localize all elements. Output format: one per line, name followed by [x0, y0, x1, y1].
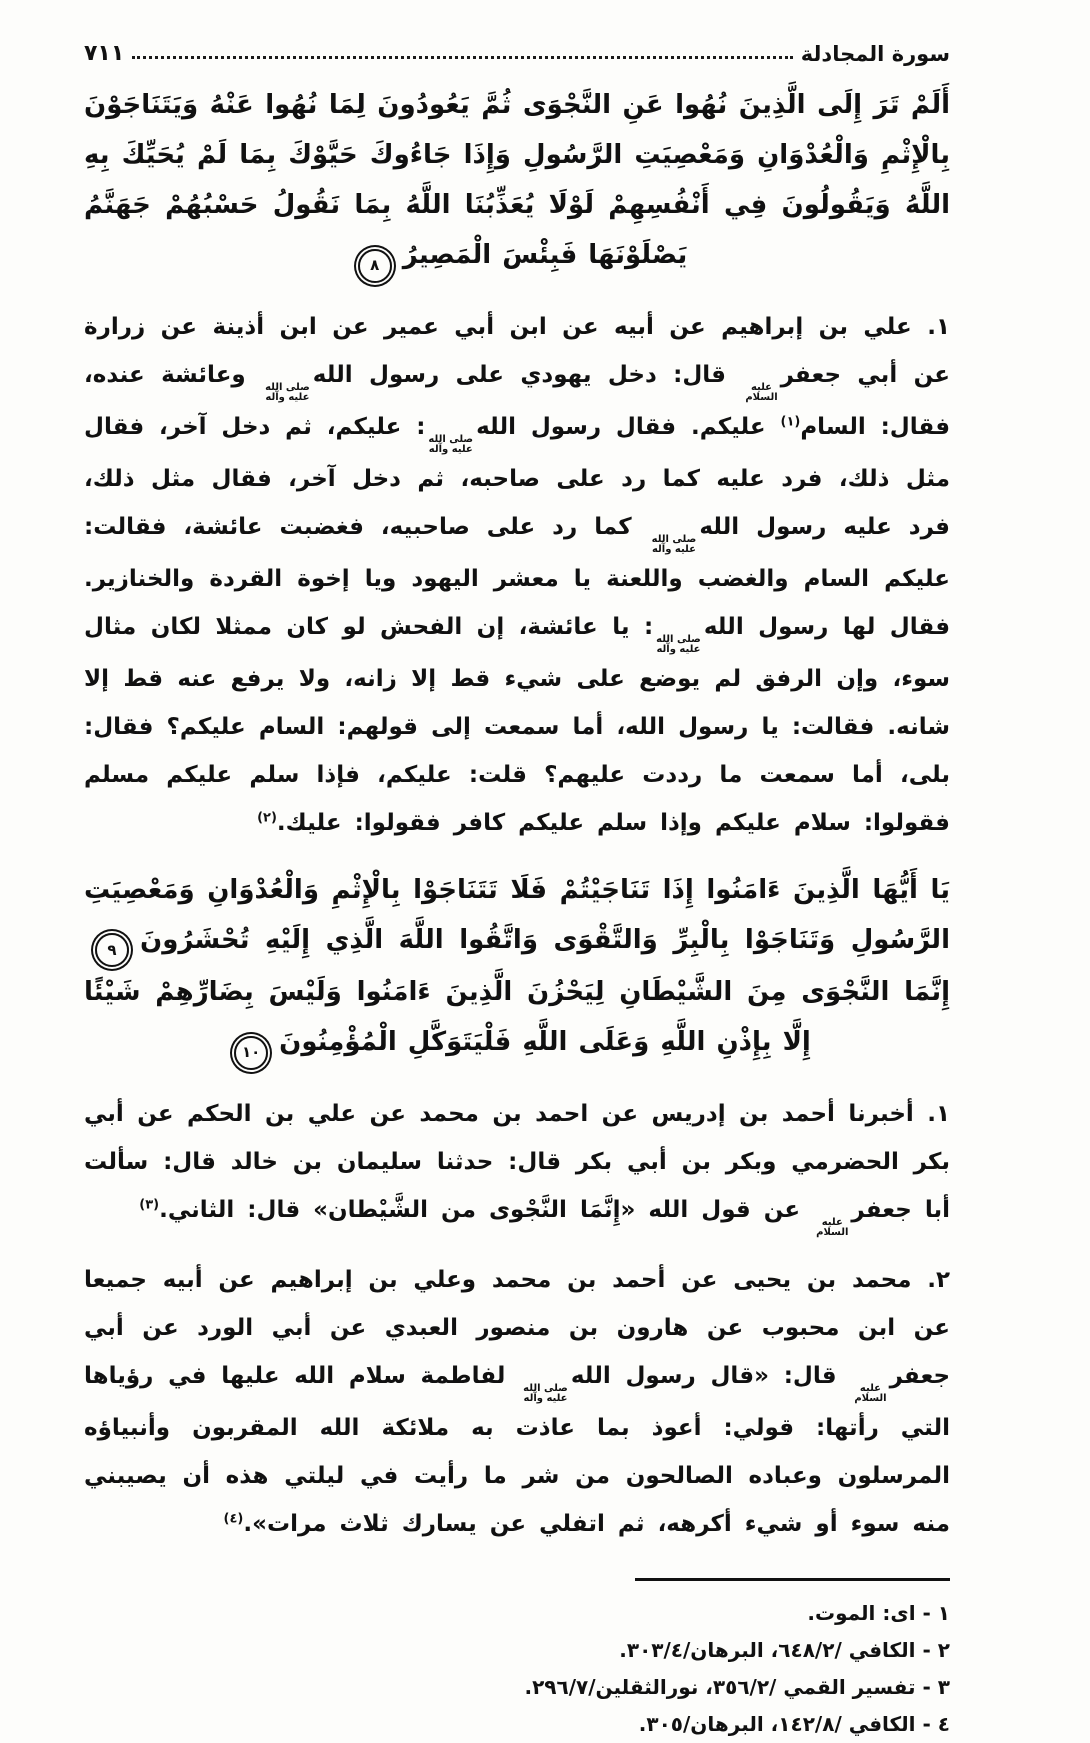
- dotted-leader: [132, 56, 793, 59]
- hadith-paragraph-3: [84, 1256, 950, 1548]
- hadith-paragraph-1: [84, 303, 950, 847]
- honorific-line: عليه وآله: [656, 643, 701, 655]
- footnote-separator: [635, 1578, 950, 1581]
- text-run: ٢. محمد بن يحيى عن أحمد بن محمد وعلي بن إبراهيم عن أبيه جميعا عن ابن محبوب عن هارون بن منصور العبدي عن أبي الورد عن أبي جعفر: [84, 1266, 951, 1389]
- footnote-ref: (٤): [223, 1510, 244, 1526]
- honorific-mark: [523, 1384, 568, 1404]
- honorific-line: السلام: [854, 1392, 887, 1404]
- honorific-mark: [428, 435, 473, 455]
- footnote-item: ٣ - تفسير القمي /٣٥٦/٢، نورالثقلين/٢٩٦/٧.: [524, 1674, 950, 1699]
- footnote-item: ٢ - الكافي /٦٤٨/٢، البرهان/٣٠٣/٤.: [619, 1637, 950, 1662]
- honorific-line: صلى الله: [656, 633, 701, 645]
- honorific-line: عليه وآله: [523, 1392, 568, 1404]
- footnote-item: ١ - اى: الموت.: [807, 1600, 950, 1625]
- page-header: [84, 30, 950, 66]
- honorific-line: صلى الله: [523, 1382, 568, 1394]
- honorific-mark: [656, 635, 701, 655]
- text-run: أَلَمْ تَرَ إِلَى الَّذِينَ نُهُوا عَنِ النَّجْوَى ثُمَّ يَعُودُونَ لِمَا نُهُوا عَنْهُ وَيَتَنَاجَوْنَ بِالْإِثْمِ وَالْعُدْوَانِ وَمَعْصِيَتِ الرَّسُولِ وَإِذَا جَاءُوكَ حَيَّوْكَ بِمَا لَمْ يُحَيِّكَ بِهِ اللَّهُ وَيَقُولُونَ فِي أَنْفُسِهِمْ لَوْلَا يُعَذِّبُنَا اللَّهُ بِمَا نَقُولُ حَسْبُهُمْ جَهَنَّمُ يَصْلَوْنَهَا فَبِئْسَ الْمَصِيرُ: [84, 90, 950, 270]
- honorific-line: السلام: [745, 391, 778, 403]
- text-run: قال: «قال رسول الله: [570, 1362, 852, 1389]
- ayah-number-badge: ٩: [95, 933, 129, 967]
- honorific-line: عليه: [750, 381, 773, 393]
- honorific-mark: [816, 1218, 848, 1238]
- text-run: ١. علي بن إبراهيم عن أبيه عن ابن أبي عمير عن ابن أذينة عن زرارة عن أبي جعفر: [84, 313, 950, 388]
- honorific-line: صلى الله: [265, 381, 310, 393]
- honorific-mark: [745, 383, 777, 403]
- ayah-number-badge: ٨: [358, 249, 392, 283]
- quran-verses-9-10-block: [84, 865, 950, 1070]
- text-run: عن قول الله «إِنَّمَا النَّجْوى من الشَّيْطان» قال: الثاني.: [159, 1196, 814, 1223]
- text-run: لفاطمة سلام الله عليها في رؤياها التي رأتها: قولي: أعوذ بما عاذت به ملائكة الله المقربون وأنبياؤه المرسلون وعباده الصالحون من شر ما رأيت في ليلتي هذه أن يصيبني منه سوء أو شيء أكرهه، ثم اتفلي عن يسارك ثلاث مرات».: [84, 1362, 950, 1537]
- honorific-line: صلى الله: [428, 433, 474, 445]
- text-run: : يا عائشة، إن الفحش لو كان ممثلا لكان مثال سوء، وإن الرفق لم يوضع على شيء قط إلا زانه، ولا يرفع عنه قط إلا شانه. فقالت: يا رسول الله، أما سمعت إلى قولهم: السام عليكم؟ فقال: بلى، أما سمعت ما رددت عليهم؟ قلت: عليكم، فإذا سلم عليكم مسلم فقولوا: سلام عليكم وإذا سلم عليكم كافر فقولوا: عليك.: [84, 613, 950, 836]
- text-run: قال: دخل يهودي على رسول الله: [312, 361, 743, 388]
- footnote-list: [84, 1595, 950, 1743]
- text-run: ١. أخبرنا أحمد بن إدريس عن احمد بن محمد عن علي بن الحكم عن أبي بكر الحضرمي وبكر بن أبي بكر قال: حدثنا سليمان بن خالد قال: سألت أبا جعفر: [84, 1100, 950, 1223]
- footnote-ref: (١): [780, 413, 801, 429]
- footnote-ref: (٣): [139, 1196, 160, 1212]
- text-run: : عليكم، ثم دخل آخر، فقال مثل ذلك، فرد عليه كما رد على صاحبه، ثم دخل آخر، فقال مثل ذلك، فرد عليه رسول الله: [84, 413, 950, 540]
- text-run: وعائشة عنده، فقال: السام: [84, 361, 951, 440]
- ayah-number-badge: ١٠: [234, 1036, 268, 1070]
- text-run: كما رد على صاحبيه، فغضبت عائشة، فقالت: عليكم السام والغضب واللعنة يا معشر اليهود ويا إخوة القردة والخنازير. فقال لها رسول الله: [84, 513, 951, 640]
- honorific-mark: [854, 1384, 886, 1404]
- page-number: ٧١١: [84, 41, 125, 66]
- content-blocks: [84, 80, 950, 1548]
- quran-verse-8-block: [84, 80, 950, 283]
- honorific-line: صلى الله: [651, 533, 697, 545]
- text-run: عليكم. فقال رسول الله: [476, 413, 781, 440]
- honorific-line: عليه وآله: [265, 391, 310, 403]
- footnote-ref: (٢): [257, 809, 277, 825]
- text-run: يَا أَيُّهَا الَّذِينَ ءَامَنُوا إِذَا تَنَاجَيْتُمْ فَلَا تَتَنَاجَوْا بِالْإِثْمِ وَالْعُدْوَانِ وَمَعْصِيَتِ الرَّسُولِ وَتَنَاجَوْا بِالْبِرِّ وَالتَّقْوَى وَاتَّقُوا اللَّهَ الَّذِي إِلَيْهِ تُحْشَرُونَ: [84, 874, 950, 955]
- honorific-line: السلام: [816, 1226, 849, 1238]
- honorific-mark: [652, 535, 697, 555]
- surah-title: سورة المجادلة: [800, 42, 950, 66]
- honorific-line: عليه: [859, 1382, 881, 1394]
- honorific-line: عليه وآله: [428, 443, 473, 455]
- honorific-line: عليه: [821, 1216, 843, 1228]
- hadith-paragraph-2: [84, 1090, 950, 1238]
- text-run: إِنَّمَا النَّجْوَى مِنَ الشَّيْطَانِ لِيَحْزُنَ الَّذِينَ ءَامَنُوا وَلَيْسَ بِضَارِّهِمْ شَيْئًا إِلَّا بِإِذْنِ اللَّهِ وَعَلَى اللَّهِ فَلْيَتَوَكَّلِ الْمُؤْمِنُونَ: [84, 977, 950, 1057]
- honorific-mark: [265, 383, 310, 403]
- footnote-item: ٤ - الكافي /١٤٢/٨، البرهان/٣٠٥.: [638, 1711, 950, 1736]
- honorific-line: عليه وآله: [651, 543, 696, 555]
